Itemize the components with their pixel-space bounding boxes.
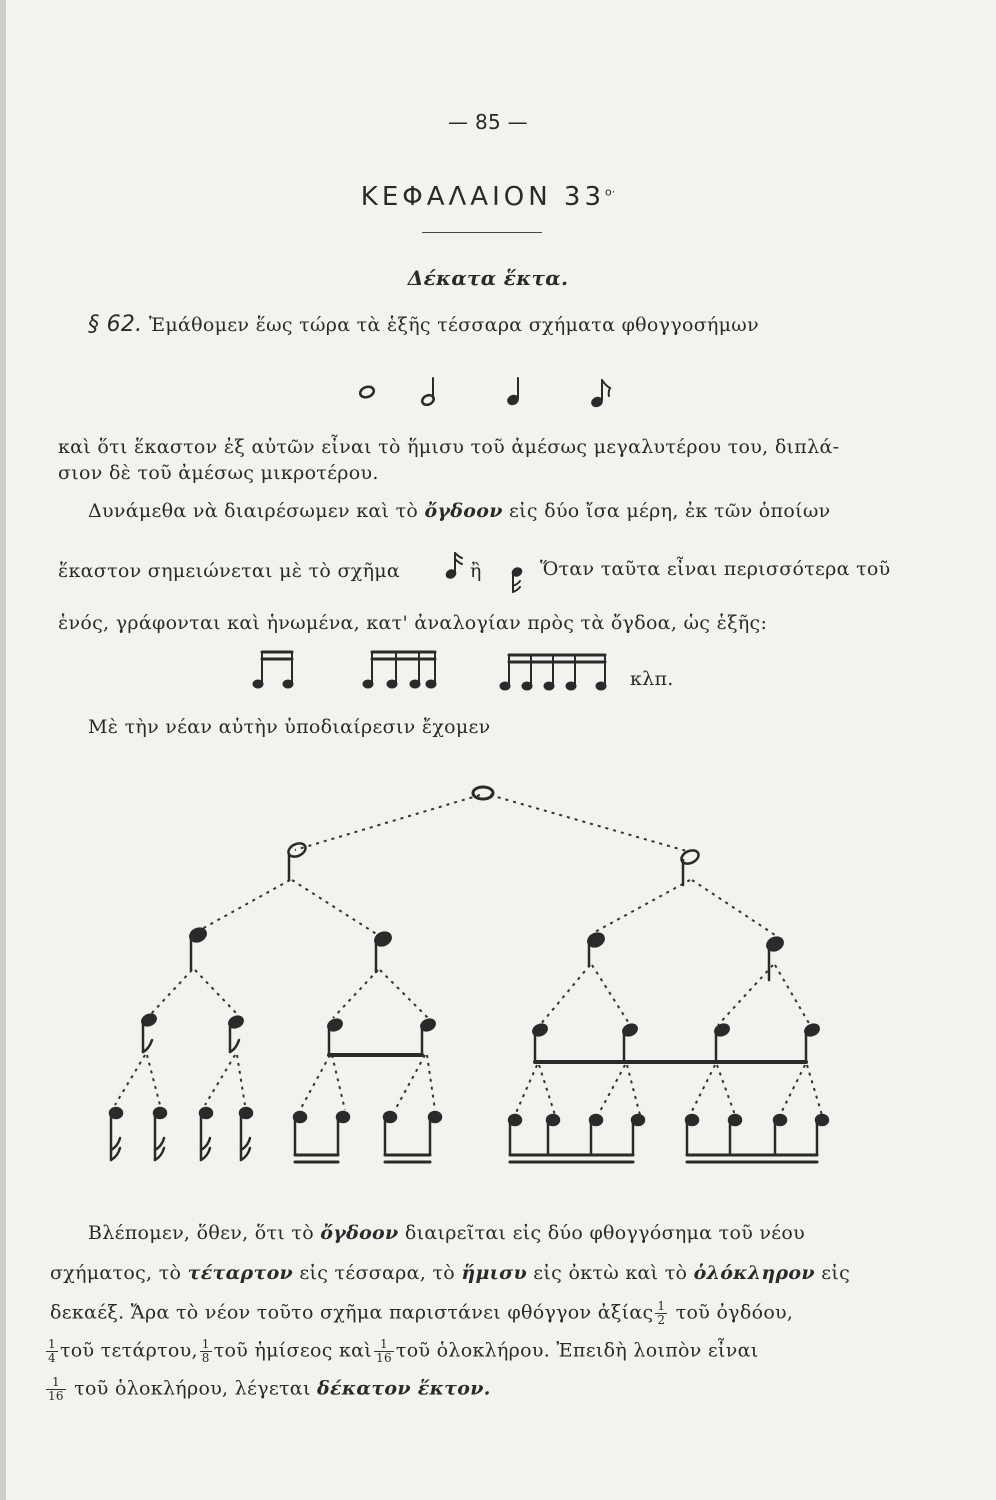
note-tree-diagram xyxy=(115,795,822,1115)
text-run: Δυνάμεθα νὰ διαιρέσωμεν καὶ τὸ xyxy=(88,500,425,522)
conclusion-line-2 xyxy=(50,1262,850,1284)
whole-note-icon xyxy=(359,385,376,399)
fraction-eighth xyxy=(200,1338,212,1365)
paragraph-line-6: ἑνός, γράφονται καὶ ἡνωμένα, κατ' ἀναλογίαν πρὸς τὰ ὄγδοα, ὡς ἑξῆς: xyxy=(58,612,768,634)
text-run: τοῦ τετάρτου, xyxy=(59,1339,198,1362)
fraction-sixteenth xyxy=(46,1376,66,1403)
tree-whole-note-icon xyxy=(473,787,493,799)
text-run: εἰς τέσσαρα, τὸ xyxy=(293,1262,462,1284)
tree-quarter-note-icon xyxy=(373,930,393,972)
tree-beamed-eighths-icon xyxy=(327,1018,437,1055)
denominator: 16 xyxy=(48,1389,64,1403)
fraction-sixteenth xyxy=(374,1338,394,1365)
text-run: εἰς δύο ἴσα μέρη, ἐκ τῶν ὁποίων xyxy=(502,500,831,522)
denominator: 2 xyxy=(657,1313,666,1327)
term-tetarton: τέταρτον xyxy=(187,1262,294,1284)
tree-beamed-eighths-icon xyxy=(532,1023,821,1062)
numerator: 1 xyxy=(657,1299,666,1313)
text-run: τοῦ ὀγδόου, xyxy=(675,1301,794,1324)
quarter-note-icon xyxy=(506,378,520,406)
conclusion-line-5 xyxy=(44,1376,491,1403)
conclusion-line-4 xyxy=(44,1338,759,1365)
page-number: — 85 — xyxy=(448,110,528,134)
numerator: 1 xyxy=(46,1376,66,1390)
tree-beamed-sixteenths-icon xyxy=(294,1112,441,1162)
text-run: εἰς xyxy=(814,1262,851,1284)
conclusion-line-1 xyxy=(88,1222,805,1244)
term-ogdoon: ὄγδοον xyxy=(424,500,503,522)
tree-eighth-note-icon xyxy=(141,1013,158,1052)
tree-sixteenth-notes-icon xyxy=(110,1108,252,1160)
fraction-half xyxy=(655,1300,667,1327)
section-number: § 62. xyxy=(88,312,143,337)
paragraph-text: Ἐμάθομεν ἕως τώρα τὰ ἑξῆς τέσσαρα σχήματα φθογγοσήμων xyxy=(142,314,759,336)
beamed-sixteenths-icon xyxy=(253,652,293,688)
text-run: τοῦ ὁλοκλήρου. Ἐπειδὴ λοιπὸν εἶναι xyxy=(395,1339,759,1362)
paragraph-line-5a: ἕκαστον σημειώνεται μὲ τὸ σχῆμα xyxy=(58,560,401,582)
text-run: διαιρεῖται εἰς δύο φθογγόσημα τοῦ νέου xyxy=(398,1222,805,1244)
tree-quarter-note-icon xyxy=(188,926,208,970)
half-note-icon xyxy=(421,378,436,407)
term-hemisy: ἥμισυ xyxy=(461,1262,527,1284)
term-holokleron: ὁλόκληρον xyxy=(693,1262,815,1284)
paragraph-line-7: Μὲ τὴν νέαν αὐτὴν ὑποδιαίρεσιν ἔχομεν xyxy=(88,716,491,738)
paragraph-line-4 xyxy=(88,500,830,522)
denominator: 16 xyxy=(376,1351,392,1365)
chapter-title: ΚΕΦΑΛΑΙΟΝ 33 xyxy=(360,182,605,212)
paragraph-line-2: καὶ ὅτι ἕκαστον ἐξ αὐτῶν εἶναι τὸ ἥμισυ τοῦ ἀμέσως μεγαλυτέρου του, διπλά- xyxy=(58,436,840,458)
fraction-quarter xyxy=(46,1338,58,1365)
paragraph-line-5b: ἢ xyxy=(470,560,482,582)
denominator: 8 xyxy=(201,1351,210,1365)
paragraph-line-5c: Ὅταν ταῦτα εἶναι περισσότερα τοῦ xyxy=(540,558,891,580)
numerator: 1 xyxy=(201,1337,210,1351)
tree-half-note-icon xyxy=(286,841,307,880)
paragraph-line-3: σιον δὲ τοῦ ἀμέσως μικροτέρου. xyxy=(58,462,379,484)
tree-half-note-icon xyxy=(679,848,700,885)
sixteenth-note-icon xyxy=(445,553,462,580)
text-run: τοῦ ὁλοκλήρου, λέγεται xyxy=(74,1377,318,1400)
section-subtitle: Δέκατα ἕκτα. xyxy=(407,266,569,290)
eighth-note-icon xyxy=(590,380,610,408)
conclusion-line-3 xyxy=(50,1300,793,1327)
term-ogdoon: ὄγδοον xyxy=(320,1222,399,1244)
chapter-ordinal: ο· xyxy=(605,185,616,199)
numerator: 1 xyxy=(48,1337,56,1351)
denominator: 4 xyxy=(48,1351,56,1365)
sixteenth-note-down-icon xyxy=(511,566,523,592)
numerator: 1 xyxy=(374,1338,394,1352)
etc-label: κλπ. xyxy=(630,668,674,690)
tree-eighth-note-icon xyxy=(228,1015,245,1052)
tree-notes xyxy=(110,787,828,1162)
tree-quarter-note-icon xyxy=(765,935,785,980)
tree-quarter-note-icon xyxy=(586,931,606,966)
text-run: Βλέπομεν, ὅθεν, ὅτι τὸ xyxy=(88,1222,321,1244)
beamed-sixteenths-icon xyxy=(363,652,436,688)
text-run: δεκαέξ. Ἄρα τὸ νέον τοῦτο σχῆμα παριστάνει φθόγγον ἀξίας xyxy=(50,1301,654,1324)
text-run: τοῦ ἡμίσεος καὶ xyxy=(213,1339,373,1362)
text-run: σχήματος, τὸ xyxy=(50,1262,188,1284)
beamed-sixteenths-icon xyxy=(500,655,606,690)
tree-beamed-sixteenths-icon xyxy=(509,1115,828,1162)
term-dekaton-ekton: δέκατον ἕκτον. xyxy=(317,1377,491,1400)
text-run: εἰς ὀκτὼ καὶ τὸ xyxy=(526,1262,694,1284)
